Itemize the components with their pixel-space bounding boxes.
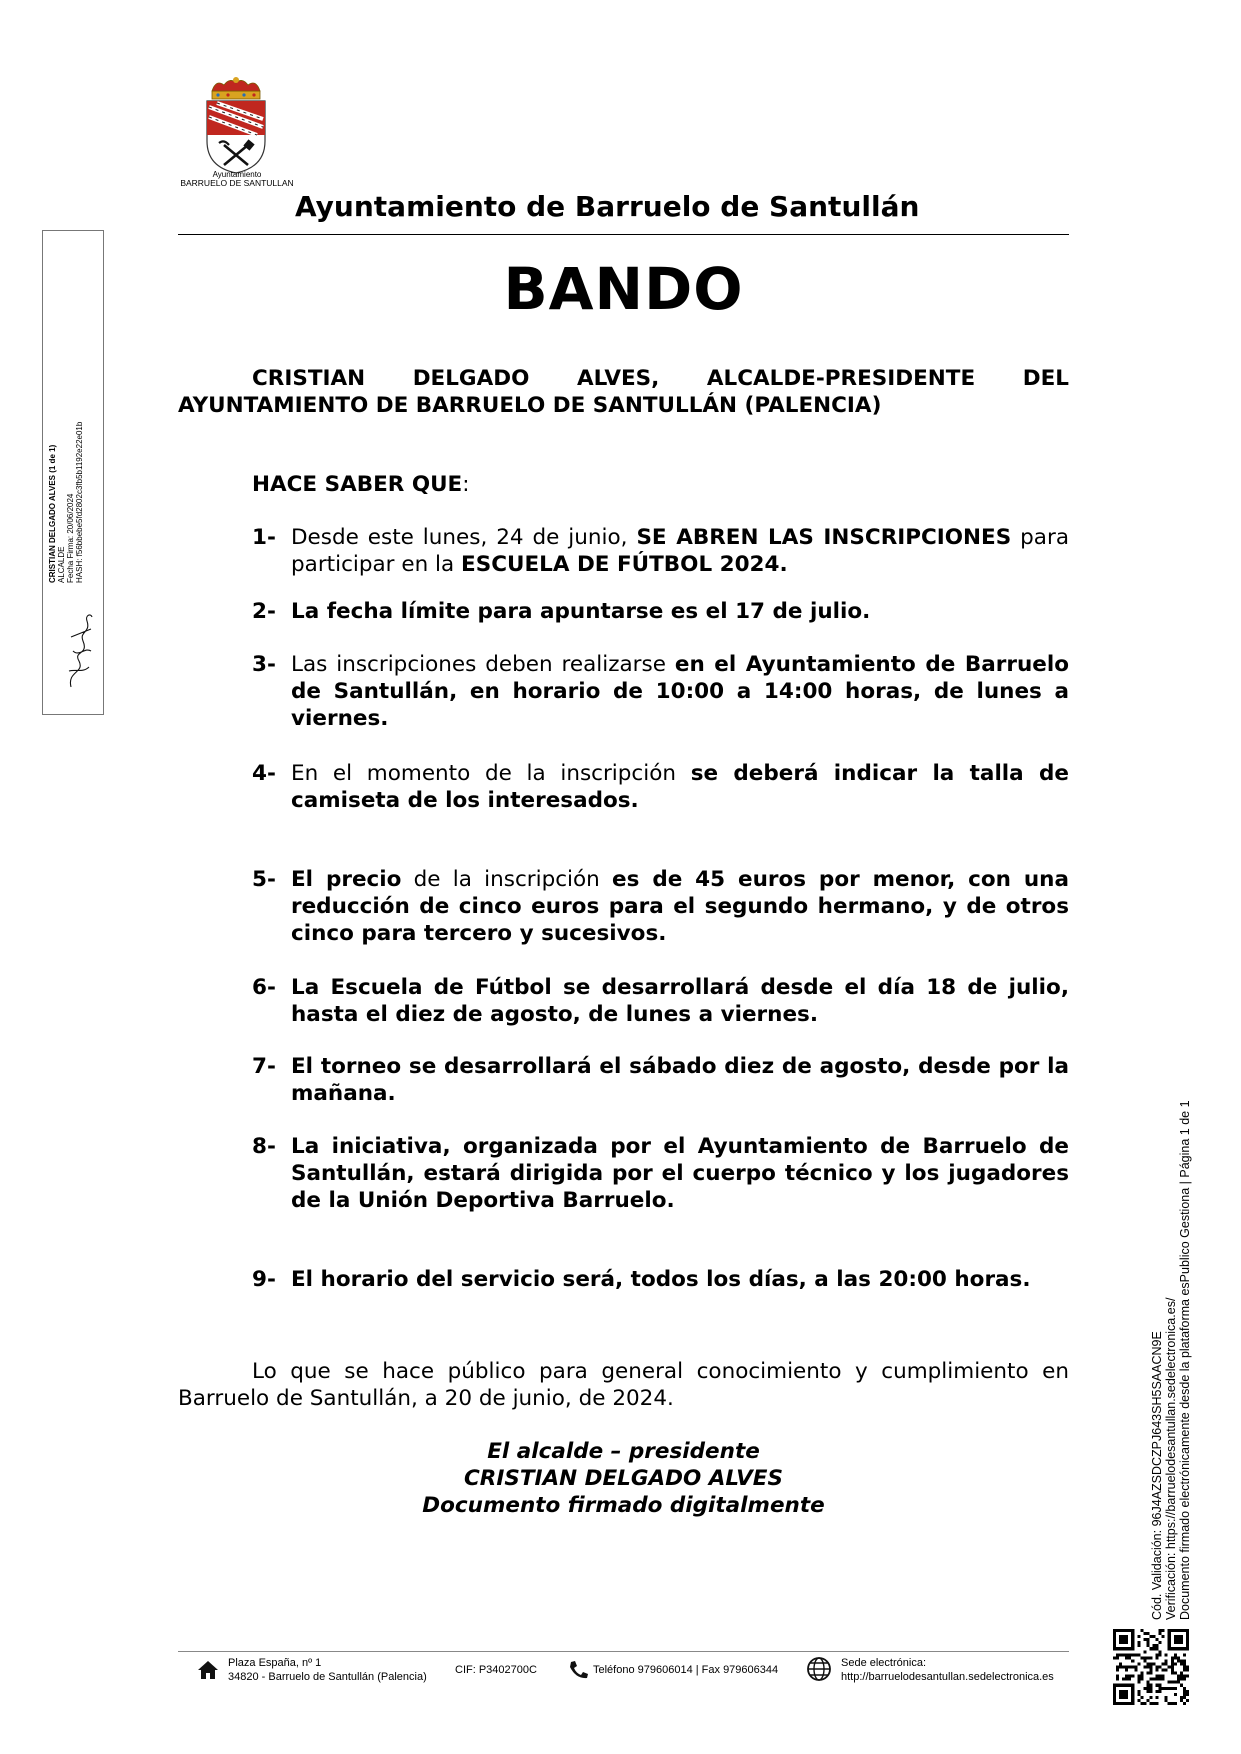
intro-line-1 xyxy=(178,365,1069,392)
logo-caption-line-1: Ayuntamiento xyxy=(212,170,262,179)
footer-divider xyxy=(178,1651,1069,1652)
intro-paragraph xyxy=(178,365,1069,419)
organization-name: Ayuntamiento de Barruelo de Santullán xyxy=(295,190,920,223)
item-text-bold: La Escuela de Fútbol se desarrollará desde el día 18 de julio, hasta el diez de agosto, de lunes a viernes. xyxy=(291,975,1069,1027)
hace-saber-heading xyxy=(252,472,470,497)
closing-paragraph xyxy=(178,1358,1069,1412)
signer-name: CRISTIAN DELGADO ALVES (1 de 1) xyxy=(48,444,57,583)
validation-url: Verificación: https://barruelodesantullan.sedelectronica.es/ xyxy=(1164,1297,1178,1620)
signer-role: ALCALDE xyxy=(57,546,66,583)
item-number: 5- xyxy=(252,867,276,892)
footer-cif: CIF: P3402700C xyxy=(455,1664,537,1676)
signature-role: El alcalde – presidente xyxy=(487,1439,760,1464)
hace-saber-colon: : xyxy=(462,472,470,497)
header-divider xyxy=(178,234,1069,235)
item-number: 4- xyxy=(252,761,276,786)
intro-word: ALVES, xyxy=(576,366,660,391)
globe-icon xyxy=(806,1656,832,1682)
item-text-bold: El horario del servicio será, todos los días, a las 20:00 horas. xyxy=(291,1267,1031,1292)
intro-word: DEL xyxy=(1022,366,1069,391)
footer-address xyxy=(228,1656,427,1684)
item-text xyxy=(291,760,1069,814)
item-text xyxy=(291,651,1069,732)
item-number: 7- xyxy=(252,1054,276,1079)
item-number: 3- xyxy=(252,652,276,677)
signer-date: Fecha Firma: 20/06/2024 xyxy=(66,493,75,583)
item-text-bold: La fecha límite para apuntarse es el 17 de julio. xyxy=(291,599,871,624)
home-icon xyxy=(197,1660,219,1680)
digital-signature-box xyxy=(42,230,104,715)
item-number: 8- xyxy=(252,1134,276,1159)
signer-info xyxy=(48,422,84,583)
closing-line-2: Barruelo de Santullán, a 20 de junio, de 2024. xyxy=(178,1386,674,1411)
item-text-normal: para participar en la xyxy=(291,525,1069,577)
item-text-bold: en el Ayuntamiento de Barruelo de Santullán, en horario de 10:00 a 14:00 horas, de lunes a viernes. xyxy=(291,652,1069,731)
qr-code-icon xyxy=(1113,1629,1189,1705)
hace-saber-text: HACE SABER QUE xyxy=(252,472,463,497)
footer-sede xyxy=(841,1656,1054,1684)
list-item xyxy=(252,1133,1069,1214)
logo-caption xyxy=(178,170,296,188)
list-item xyxy=(252,1266,1069,1293)
phone-icon xyxy=(568,1660,590,1680)
document-title: BANDO xyxy=(503,255,744,323)
handwritten-signature-icon xyxy=(65,611,95,691)
validation-platform: Documento firmado electrónicamente desde la plataforma esPublico Gestiona | Página 1 de 1 xyxy=(1178,1100,1192,1620)
coat-of-arms-icon xyxy=(178,75,296,175)
item-number: 1- xyxy=(252,525,276,550)
list-item xyxy=(252,974,1069,1028)
intro-line-2: AYUNTAMIENTO DE BARRUELO DE SANTULLÁN (PALENCIA) xyxy=(178,393,882,418)
list-item xyxy=(252,524,1069,578)
signer-hash: HASH: f56bbebe5fd2802c3fb5b1192e22e01b xyxy=(75,421,84,583)
footer-address-line-2: 34820 - Barruelo de Santullán (Palencia) xyxy=(228,1671,427,1683)
item-text xyxy=(291,974,1069,1028)
item-text-normal: de la inscripción xyxy=(401,867,613,892)
signature-note: Documento firmado digitalmente xyxy=(422,1493,825,1518)
item-text-normal: Desde este lunes, 24 de junio, xyxy=(291,525,637,550)
list-item xyxy=(252,866,1069,947)
validation-code: Cód. Validación: 96J4AZSDCZPJ643SH5SAACN9E xyxy=(1150,1331,1164,1620)
logo-caption-line-2: BARRUELO DE SANTULLAN xyxy=(180,178,294,188)
intro-word: DELGADO xyxy=(412,366,530,391)
closing-line-1: Lo que se hace público para general conocimiento y cumplimiento en xyxy=(252,1359,1069,1384)
footer-phone: Teléfono 979606014 | Fax 979606344 xyxy=(593,1664,779,1676)
footer-sede-label: Sede electrónica: xyxy=(841,1657,926,1669)
signature-block xyxy=(178,1438,1069,1519)
item-text xyxy=(291,1053,1069,1107)
item-text xyxy=(291,1266,1069,1293)
validation-info xyxy=(1150,1100,1192,1620)
item-number: 2- xyxy=(252,599,276,624)
item-number: 6- xyxy=(252,975,276,1000)
item-text-bold: La iniciativa, organizada por el Ayuntamiento de Barruelo de Santullán, estará dirigida por el cuerpo técnico y los jugadores de la Unión Deportiva Barruelo. xyxy=(291,1134,1069,1213)
intro-word: CRISTIAN xyxy=(252,366,366,391)
item-number: 9- xyxy=(252,1267,276,1292)
signature-name: CRISTIAN DELGADO ALVES xyxy=(464,1466,783,1491)
item-text-normal: Las inscripciones deben realizarse xyxy=(291,652,675,677)
list-item xyxy=(252,598,1069,625)
item-text-bold: se deberá indicar la talla de camiseta de los interesados. xyxy=(291,761,1069,813)
list-item xyxy=(252,760,1069,814)
footer-sede-url: http://barruelodesantullan.sedelectronica.es xyxy=(841,1671,1054,1683)
item-text-bold: ESCUELA DE FÚTBOL 2024. xyxy=(461,552,788,577)
item-text-bold: SE ABREN LAS INSCRIPCIONES xyxy=(636,525,1012,550)
item-text-bold: El precio xyxy=(291,867,402,892)
item-text-bold: El torneo se desarrollará el sábado diez de agosto, desde por la mañana. xyxy=(291,1054,1069,1106)
list-item xyxy=(252,651,1069,732)
item-text-normal: En el momento de la inscripción xyxy=(291,761,691,786)
item-text xyxy=(291,524,1069,578)
intro-word: ALCALDE-PRESIDENTE xyxy=(706,366,976,391)
footer-address-line-1: Plaza España, nº 1 xyxy=(228,1657,322,1669)
item-text xyxy=(291,598,1069,625)
item-text xyxy=(291,1133,1069,1214)
item-text xyxy=(291,866,1069,947)
item-text-bold: es de 45 euros por menor, con una reducción de cinco euros para el segundo hermano, y de otros cinco para tercero y sucesivos. xyxy=(291,867,1069,946)
list-item xyxy=(252,1053,1069,1107)
